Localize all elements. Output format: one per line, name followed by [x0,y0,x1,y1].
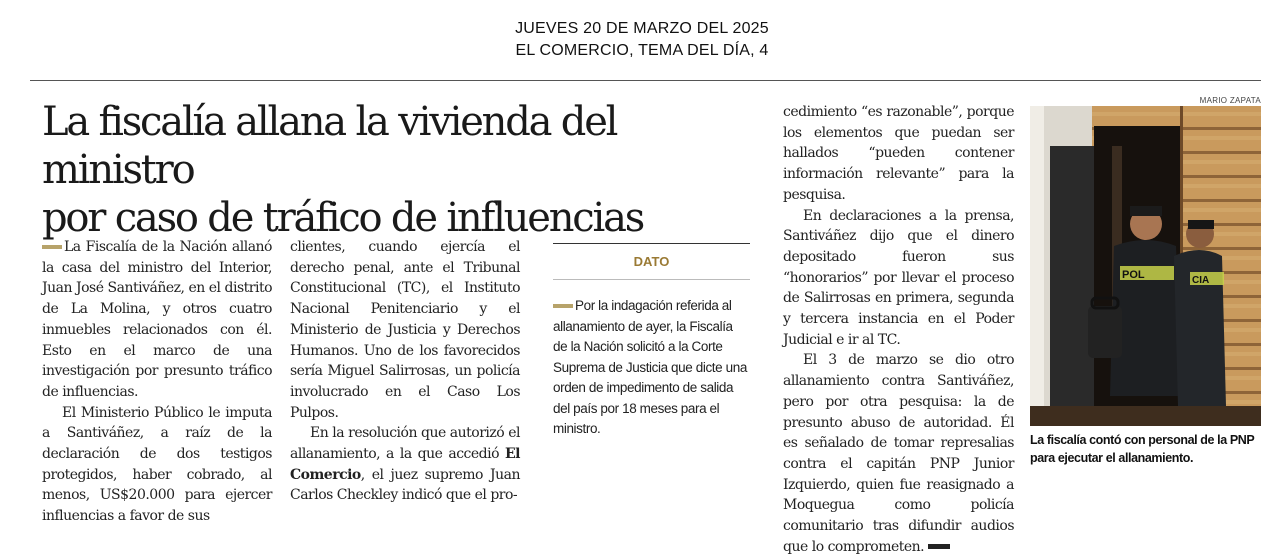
headline [42,98,772,242]
dato-top-rule [553,243,750,244]
header-rule [30,80,1261,81]
photo-caption: La fiscalía contó con personal de la PNP para ejecutar el allanamiento. [1030,433,1255,465]
vest-text-1: POL [1122,269,1145,281]
police-at-door-illustration [1030,106,1261,426]
article-column-1 [42,237,272,527]
paragraph: En la resolución que autorizó el allanamiento, a la que accedió El Comercio, el juez supremo Juan Carlos Checkley indicó que el pro- [290,425,520,504]
paragraph: En declaraciones a la prensa, Santiváñez dijo que el dinero depositado fueron sus “honorarios” por llevar el proceso de Salirrosas en primera, segunda y tercera instancia en el Poder Judicial e ir al TC. [783,207,1014,348]
paragraph-lead: La Fiscalía de la Nación allanó la casa del ministro del Interior, Juan José Santiváñez, en el distrito de La Molina, y otros cuatro inmuebles relacionados con él. Esto en el marco de una investigación por presunto tráfico de influencias. [42,239,272,400]
headline-line-1: La fiscalía allana la vivienda del ministro [42,99,617,193]
article-column-3 [783,102,1014,557]
headline-line-2: por caso de tráfico de influencias [42,195,644,241]
dateline [0,18,1284,62]
paragraph: El Ministerio Público le imputa a Santiváñez, a raíz de la declaración de dos testigos protegidos, haber cobrado, al menos, US$20.000 para ejercer influencias a favor de sus [42,404,272,525]
article-column-2 [290,237,520,506]
paragraph: clientes, cuando ejercía el derecho penal, ante el Tribunal Constitucional (TC), el Instituto Nacional Penitenciario y el Ministerio de Justicia y Derechos Humanos. Uno de los favorecidos sería Miguel Salirrosas, un policía involucrado en el Caso Los Pulpos. [290,239,520,421]
dateline-date: JUEVES 20 DE MARZO DEL 2025 [515,20,769,37]
news-photo [1030,106,1261,426]
dato-title: DATO [633,254,670,269]
paragraph-final: El 3 de marzo se dio otro allanamiento contra Santiváñez, pero por otra pesquisa: la de presunto abuso de autoridad. Él es señalado de tomar represalias contra el capitán PNP Junior Izquierdo, quien fue reasignado a Moquegua como policía comunitario tras difundir audios que lo comprometen. [783,352,1014,555]
newspaper-name: El Comercio [290,446,520,483]
dato-rule [553,279,750,280]
vest-text-2: CIA [1192,275,1210,286]
end-mark-icon [928,544,950,549]
paragraph: cedimiento “es razonable”, porque los elementos que puedan ser hallados “pueden contener información relevante” para la pesquisa. [783,104,1014,203]
lead-marker-icon [42,245,62,249]
dato-marker-icon [553,304,573,308]
dato-text: Por la indagación referida al allanamiento de ayer, la Fiscalía de la Nación solicitó a la Corte Suprema de Justicia que dicte una orden de impedimento de salida del país por 18 meses para el ministro. [553,298,747,436]
dateline-section: EL COMERCIO, TEMA DEL DÍA, 4 [515,42,769,59]
photo-credit: MARIO ZAPATA [1199,96,1261,105]
